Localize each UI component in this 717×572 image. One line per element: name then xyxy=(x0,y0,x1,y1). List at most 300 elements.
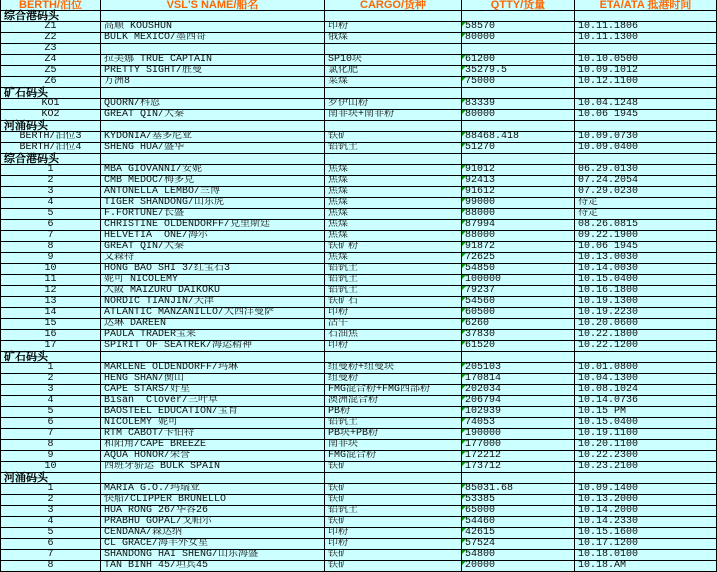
berth-cell[interactable]: 4 xyxy=(0,517,101,528)
vessel-cell[interactable]: 方洲8 xyxy=(101,77,325,88)
qtty-cell[interactable]: 85031.68 xyxy=(462,484,575,495)
empty-cell[interactable] xyxy=(462,473,575,484)
eta-cell[interactable]: 10.15.1600 xyxy=(575,528,717,539)
cargo-cell[interactable]: 铝钒土 xyxy=(325,506,462,517)
berth-cell[interactable]: Z1 xyxy=(0,22,101,33)
table-row xyxy=(0,319,717,330)
qtty-cell[interactable]: 88000 xyxy=(462,209,575,220)
empty-cell[interactable] xyxy=(101,473,325,484)
empty-cell[interactable] xyxy=(325,352,462,363)
qtty-cell[interactable]: 205103 xyxy=(462,363,575,374)
berth-cell[interactable]: 7 xyxy=(0,429,101,440)
vessel-cell[interactable]: 西班牙骄运 BULK SPAIN xyxy=(101,462,325,473)
berth-cell[interactable]: 11 xyxy=(0,275,101,286)
section-row xyxy=(0,11,717,22)
eta-cell[interactable]: 10.10.0500 xyxy=(575,55,717,66)
qtty-cell[interactable]: 54850 xyxy=(462,264,575,275)
qtty-cell[interactable]: 88468.418 xyxy=(462,132,575,143)
vessel-cell[interactable]: 达琳 DAREEN xyxy=(101,319,325,330)
eta-cell[interactable]: 10.15.0400 xyxy=(575,418,717,429)
section-title[interactable]: 综合港码头 xyxy=(0,154,101,165)
empty-cell[interactable] xyxy=(462,352,575,363)
eta-cell[interactable]: 10.18.0100 xyxy=(575,550,717,561)
vessel-cell[interactable]: RTM CABOT/卡伯特 xyxy=(101,429,325,440)
vessel-cell[interactable]: BULK MEXICO/墨西哥 xyxy=(101,33,325,44)
berth-cell[interactable]: 5 xyxy=(0,528,101,539)
qtty-cell[interactable]: 170814 xyxy=(462,374,575,385)
berth-cell[interactable]: BERTH/泊位4 xyxy=(0,143,101,154)
vessel-cell[interactable]: HELVETIA ONE/海尔 xyxy=(101,231,325,242)
berth-cell[interactable]: 6 xyxy=(0,539,101,550)
berth-cell[interactable]: Z6 xyxy=(0,77,101,88)
cargo-cell[interactable]: 焦煤 xyxy=(325,253,462,264)
cargo-cell[interactable]: 铁矿 xyxy=(325,132,462,143)
vessel-cell[interactable]: KYDONIA/基多尼亚 xyxy=(101,132,325,143)
berth-cell[interactable]: 17 xyxy=(0,341,101,352)
eta-cell[interactable]: 10.20.1100 xyxy=(575,440,717,451)
empty-cell[interactable] xyxy=(101,352,325,363)
eta-cell[interactable]: 10.14.0030 xyxy=(575,264,717,275)
vessel-cell[interactable]: CL GRACE/海丰外女星 xyxy=(101,539,325,550)
berth-cell[interactable]: 2 xyxy=(0,176,101,187)
vessel-cell[interactable]: QUORN/科恩 xyxy=(101,99,325,110)
qtty-cell[interactable]: 87994 xyxy=(462,220,575,231)
eta-cell[interactable]: 10.19.1100 xyxy=(575,429,717,440)
vessel-cell[interactable]: 高顺 KOUSHUN xyxy=(101,22,325,33)
section-title[interactable]: 河涌码头 xyxy=(0,121,101,132)
table-row xyxy=(0,99,717,110)
table-row xyxy=(0,341,717,352)
cargo-cell[interactable]: 焦煤 xyxy=(325,220,462,231)
berth-cell[interactable]: 15 xyxy=(0,319,101,330)
qtty-cell[interactable]: 54460 xyxy=(462,517,575,528)
cargo-cell[interactable]: SP10块 xyxy=(325,55,462,66)
eta-cell[interactable]: 10.08.1024 xyxy=(575,385,717,396)
vessel-cell[interactable]: ANTONELLA LEMBO/兰博 xyxy=(101,187,325,198)
qtty-cell[interactable]: 88000 xyxy=(462,231,575,242)
vessel-cell[interactable]: PRABHU GOPAL/戈帕尔 xyxy=(101,517,325,528)
qtty-cell[interactable] xyxy=(462,44,575,55)
berth-cell[interactable]: 5 xyxy=(0,407,101,418)
berth-cell[interactable]: 1 xyxy=(0,363,101,374)
vessel-cell[interactable]: 快船/CLIPPER BRUNELLO xyxy=(101,495,325,506)
berth-cell[interactable]: 5 xyxy=(0,209,101,220)
eta-cell[interactable]: 10.15.0400 xyxy=(575,275,717,286)
vessel-cell[interactable]: PRETTY SIGHT/胜曼 xyxy=(101,66,325,77)
table-row xyxy=(0,429,717,440)
berth-cell[interactable]: 6 xyxy=(0,220,101,231)
eta-cell[interactable]: 06.29.0130 xyxy=(575,165,717,176)
vessel-cell[interactable]: Bisan Clover/三叶草 xyxy=(101,396,325,407)
vessel-cell[interactable]: NICOLEMY 妮可 xyxy=(101,418,325,429)
column-header-cargo[interactable]: CARGO/货种 xyxy=(325,0,462,11)
cargo-cell[interactable]: 铝钒土 xyxy=(325,143,462,154)
empty-cell[interactable] xyxy=(325,88,462,99)
vessel-cell[interactable]: MARLENE OLDENDORFF/玛琳 xyxy=(101,363,325,374)
table-row xyxy=(0,462,717,473)
cargo-cell[interactable]: 南非块+南非粉 xyxy=(325,110,462,121)
qtty-cell[interactable]: 61200 xyxy=(462,55,575,66)
qtty-cell[interactable]: 54560 xyxy=(462,297,575,308)
table-row xyxy=(0,363,717,374)
eta-cell[interactable]: 10.11.1300 xyxy=(575,33,717,44)
cargo-cell[interactable]: 铁矿粉 xyxy=(325,242,462,253)
berth-cell[interactable]: 10 xyxy=(0,462,101,473)
qtty-cell[interactable]: 102939 xyxy=(462,407,575,418)
cargo-cell[interactable]: 菜煤 xyxy=(325,77,462,88)
vessel-cell[interactable]: CAPE STARS/好星 xyxy=(101,385,325,396)
table-row xyxy=(0,33,717,44)
table-row xyxy=(0,209,717,220)
berth-cell[interactable]: 8 xyxy=(0,440,101,451)
berth-cell[interactable]: 7 xyxy=(0,231,101,242)
cargo-cell[interactable] xyxy=(325,44,462,55)
berth-cell[interactable]: 3 xyxy=(0,385,101,396)
cargo-cell[interactable]: 纽曼粉 xyxy=(325,374,462,385)
qtty-cell[interactable]: 58570 xyxy=(462,22,575,33)
vessel-cell[interactable]: F.FORTUNE/长盛 xyxy=(101,209,325,220)
cargo-cell[interactable]: 铁矿 xyxy=(325,495,462,506)
eta-cell[interactable]: 10.06 1945 xyxy=(575,242,717,253)
table-row xyxy=(0,440,717,451)
sheet-body xyxy=(0,11,717,572)
qtty-cell[interactable]: 60500 xyxy=(462,308,575,319)
cargo-cell[interactable]: 铝钒土 xyxy=(325,418,462,429)
cargo-cell[interactable]: 焦煤 xyxy=(325,165,462,176)
eta-cell[interactable]: 10.09.0400 xyxy=(575,143,717,154)
empty-cell[interactable] xyxy=(575,473,717,484)
berth-cell[interactable]: KO1 xyxy=(0,99,101,110)
eta-cell[interactable]: 10.13.2000 xyxy=(575,495,717,506)
table-row xyxy=(0,275,717,286)
cargo-cell[interactable]: 铝钒土 xyxy=(325,286,462,297)
cargo-cell[interactable]: FMG混合粉 xyxy=(325,451,462,462)
vessel-cell[interactable]: MARIA G.O./玛瑞亚 xyxy=(101,484,325,495)
eta-cell[interactable]: 10.22.2300 xyxy=(575,451,717,462)
table-row xyxy=(0,297,717,308)
berth-cell[interactable]: 10 xyxy=(0,264,101,275)
eta-cell[interactable]: 07.24.2054 xyxy=(575,176,717,187)
qtty-cell[interactable]: 75000 xyxy=(462,77,575,88)
column-header-vessel[interactable]: VSL'S NAME/船名 xyxy=(101,0,325,11)
cargo-cell[interactable]: 焦煤 xyxy=(325,209,462,220)
vessel-cell[interactable]: NORDIC TIANJIN/天津 xyxy=(101,297,325,308)
qtty-cell[interactable]: 91012 xyxy=(462,165,575,176)
table-row xyxy=(0,451,717,462)
cargo-cell[interactable]: 石油焦 xyxy=(325,330,462,341)
vessel-cell[interactable]: 妮可 NICOLEMY xyxy=(101,275,325,286)
cargo-cell[interactable]: 印粉 xyxy=(325,539,462,550)
vessel-cell[interactable]: SHENG HUA/盛华 xyxy=(101,143,325,154)
table-row xyxy=(0,176,717,187)
vessel-cell[interactable]: BAOSTEEL EDUCATION/宝育 xyxy=(101,407,325,418)
eta-cell[interactable]: 10.04.1248 xyxy=(575,99,717,110)
eta-cell[interactable]: 08.26.0815 xyxy=(575,220,717,231)
vessel-cell[interactable]: CHRISTINE OLDENDORFF/克里斯廷 xyxy=(101,220,325,231)
qtty-cell[interactable]: 92413 xyxy=(462,176,575,187)
cargo-cell[interactable]: 铝钒土 xyxy=(325,264,462,275)
cargo-cell[interactable]: 焦煤 xyxy=(325,198,462,209)
vessel-cell[interactable]: MBA GIOVANNI/安妮 xyxy=(101,165,325,176)
empty-cell[interactable] xyxy=(101,121,325,132)
empty-cell[interactable] xyxy=(325,154,462,165)
vessel-cell[interactable]: 拉美娜 TRUE CAPTAIN xyxy=(101,55,325,66)
cargo-cell[interactable]: 印粉 xyxy=(325,22,462,33)
berth-cell[interactable]: 3 xyxy=(0,506,101,517)
qtty-cell[interactable]: 173712 xyxy=(462,462,575,473)
section-title[interactable]: 河涌码头 xyxy=(0,473,101,484)
qtty-cell[interactable]: 35279.5 xyxy=(462,66,575,77)
berth-cell[interactable]: Z4 xyxy=(0,55,101,66)
qtty-cell[interactable]: 100000 xyxy=(462,275,575,286)
cargo-cell[interactable]: 焦煤 xyxy=(325,187,462,198)
eta-cell[interactable]: 10.20.0600 xyxy=(575,319,717,330)
cargo-cell[interactable]: 澳洲混合粉 xyxy=(325,396,462,407)
qtty-cell[interactable]: 202034 xyxy=(462,385,575,396)
qtty-cell[interactable]: 20000 xyxy=(462,561,575,572)
vessel-cell[interactable]: CMB MEDOC/梅多克 xyxy=(101,176,325,187)
table-row xyxy=(0,561,717,572)
empty-cell[interactable] xyxy=(575,352,717,363)
cargo-cell[interactable]: 铁矿 xyxy=(325,484,462,495)
qtty-cell[interactable]: 80000 xyxy=(462,110,575,121)
table-row xyxy=(0,286,717,297)
qtty-cell[interactable]: 206794 xyxy=(462,396,575,407)
berth-cell[interactable]: 3 xyxy=(0,187,101,198)
berth-cell[interactable]: 12 xyxy=(0,286,101,297)
qtty-cell[interactable]: 91872 xyxy=(462,242,575,253)
column-header-berth[interactable]: BERTH/泊位 xyxy=(0,0,101,11)
column-header-eta[interactable]: ETA/ATA 抵港时间 xyxy=(575,0,717,11)
cargo-cell[interactable]: 铁矿 xyxy=(325,550,462,561)
section-row xyxy=(0,473,717,484)
section-row xyxy=(0,121,717,132)
cargo-cell[interactable]: 焦煤 xyxy=(325,176,462,187)
vessel-cell[interactable]: SHANDONG HAI SHENG/山东海盛 xyxy=(101,550,325,561)
qtty-cell[interactable]: 72625 xyxy=(462,253,575,264)
qtty-cell[interactable]: 37830 xyxy=(462,330,575,341)
cargo-cell[interactable]: 铝钒土 xyxy=(325,275,462,286)
table-row xyxy=(0,22,717,33)
cargo-cell[interactable]: 焦煤 xyxy=(325,231,462,242)
section-title[interactable]: 矿石码头 xyxy=(0,352,101,363)
table-row xyxy=(0,517,717,528)
berth-cell[interactable]: 7 xyxy=(0,550,101,561)
empty-cell[interactable] xyxy=(462,154,575,165)
cargo-cell[interactable]: 活牛 xyxy=(325,319,462,330)
eta-cell[interactable]: 10.12.1100 xyxy=(575,77,717,88)
empty-cell[interactable] xyxy=(325,473,462,484)
qtty-cell[interactable]: 190000 xyxy=(462,429,575,440)
table-row xyxy=(0,385,717,396)
vessel-cell[interactable]: ATLANTIC MANZANILLO/大西洋曼萨 xyxy=(101,308,325,319)
table-row xyxy=(0,143,717,154)
berth-cell[interactable]: 16 xyxy=(0,330,101,341)
empty-cell[interactable] xyxy=(101,11,325,22)
eta-cell[interactable]: 10.15 PM xyxy=(575,407,717,418)
eta-cell[interactable]: 10.14.2000 xyxy=(575,506,717,517)
qtty-cell[interactable]: 172212 xyxy=(462,451,575,462)
berth-cell[interactable]: 1 xyxy=(0,165,101,176)
qtty-cell[interactable]: 57524 xyxy=(462,539,575,550)
eta-cell[interactable]: 10.01.0800 xyxy=(575,363,717,374)
vessel-cell[interactable]: HONG BAO SHI 3/红宝石3 xyxy=(101,264,325,275)
cargo-cell[interactable]: 印粉 xyxy=(325,528,462,539)
berth-cell[interactable]: 9 xyxy=(0,253,101,264)
eta-cell[interactable]: 10.13.0030 xyxy=(575,253,717,264)
vessel-cell[interactable]: TIGER SHANDONG/山东虎 xyxy=(101,198,325,209)
section-title[interactable]: 综合港码头 xyxy=(0,11,101,22)
cargo-cell[interactable]: 纽曼粉+纽曼块 xyxy=(325,363,462,374)
vessel-cell[interactable]: 大阪 MAIZURU DAIKOKU xyxy=(101,286,325,297)
berth-cell[interactable]: BERTH/泊位3 xyxy=(0,132,101,143)
berth-cell[interactable]: 4 xyxy=(0,396,101,407)
qtty-cell[interactable]: 53385 xyxy=(462,495,575,506)
eta-cell[interactable]: 待定 xyxy=(575,198,717,209)
berth-cell[interactable]: 2 xyxy=(0,495,101,506)
section-title[interactable]: 矿石码头 xyxy=(0,88,101,99)
eta-cell[interactable]: 待定 xyxy=(575,209,717,220)
berth-cell[interactable]: Z3 xyxy=(0,44,101,55)
empty-cell[interactable] xyxy=(575,154,717,165)
table-row xyxy=(0,132,717,143)
eta-cell[interactable]: 09.22.1900 xyxy=(575,231,717,242)
berth-cell[interactable]: 6 xyxy=(0,418,101,429)
cargo-cell[interactable]: 铁矿 xyxy=(325,561,462,572)
berth-cell[interactable]: Z2 xyxy=(0,33,101,44)
berth-cell[interactable]: 8 xyxy=(0,242,101,253)
table-row xyxy=(0,198,717,209)
qtty-cell[interactable]: 79237 xyxy=(462,286,575,297)
eta-cell[interactable]: 10.14.2330 xyxy=(575,517,717,528)
empty-cell[interactable] xyxy=(462,88,575,99)
column-header-qtty[interactable]: QTTY/货量 xyxy=(462,0,575,11)
qtty-cell[interactable]: 80000 xyxy=(462,33,575,44)
cargo-cell[interactable]: PB块+PB粉 xyxy=(325,429,462,440)
berth-cell[interactable]: KO2 xyxy=(0,110,101,121)
table-row xyxy=(0,264,717,275)
vessel-cell[interactable]: GREAT QIN/大秦 xyxy=(101,110,325,121)
cargo-cell[interactable]: 氯化肥 xyxy=(325,66,462,77)
eta-cell[interactable]: 10.14.0736 xyxy=(575,396,717,407)
vessel-cell[interactable]: TAN BINH 45/坦宾45 xyxy=(101,561,325,572)
eta-cell[interactable]: 10.17.1200 xyxy=(575,539,717,550)
cargo-cell[interactable]: 铁矿石 xyxy=(325,297,462,308)
table-row xyxy=(0,539,717,550)
cargo-cell[interactable]: FMG混合粉+FMG西部粉 xyxy=(325,385,462,396)
eta-cell[interactable]: 10.16.1800 xyxy=(575,286,717,297)
qtty-cell[interactable]: 65000 xyxy=(462,506,575,517)
empty-cell[interactable] xyxy=(575,88,717,99)
cargo-cell[interactable]: 罗伊山粉 xyxy=(325,99,462,110)
eta-cell[interactable]: 10.11.1806 xyxy=(575,22,717,33)
table-row xyxy=(0,110,717,121)
berth-cell[interactable]: 1 xyxy=(0,484,101,495)
table-row xyxy=(0,220,717,231)
qtty-cell[interactable]: 99000 xyxy=(462,198,575,209)
cargo-cell[interactable]: 印粉 xyxy=(325,308,462,319)
eta-cell[interactable]: 10.09.1012 xyxy=(575,66,717,77)
section-row xyxy=(0,352,717,363)
qtty-cell[interactable]: 91612 xyxy=(462,187,575,198)
vessel-cell[interactable]: HENG SHAN/衡山 xyxy=(101,374,325,385)
berth-cell[interactable]: 2 xyxy=(0,374,101,385)
vessel-cell[interactable]: PAULA TRADER宝莱 xyxy=(101,330,325,341)
eta-cell[interactable]: 07.29.0230 xyxy=(575,187,717,198)
vessel-cell[interactable]: HUA RONG 26/华容26 xyxy=(101,506,325,517)
cargo-cell[interactable]: 铁矿 xyxy=(325,462,462,473)
qtty-cell[interactable]: 42615 xyxy=(462,528,575,539)
eta-cell[interactable]: 10.04.1300 xyxy=(575,374,717,385)
berth-cell[interactable]: 4 xyxy=(0,198,101,209)
eta-cell[interactable]: 10.19.1300 xyxy=(575,297,717,308)
eta-cell[interactable]: 10.09.1400 xyxy=(575,484,717,495)
cargo-cell[interactable]: 俄煤 xyxy=(325,33,462,44)
vessel-cell[interactable]: 和阳角/CAPE BREEZE xyxy=(101,440,325,451)
empty-cell[interactable] xyxy=(325,121,462,132)
empty-cell[interactable] xyxy=(462,121,575,132)
empty-cell[interactable] xyxy=(462,11,575,22)
vessel-cell[interactable] xyxy=(101,44,325,55)
eta-cell[interactable]: 10.22.1200 xyxy=(575,341,717,352)
section-row xyxy=(0,154,717,165)
vessel-cell[interactable]: 文森特 xyxy=(101,253,325,264)
qtty-cell[interactable]: 74053 xyxy=(462,418,575,429)
eta-cell[interactable]: 10.23.2100 xyxy=(575,462,717,473)
empty-cell[interactable] xyxy=(575,11,717,22)
vessel-cell[interactable]: AQUA HONOR/荣誉 xyxy=(101,451,325,462)
qtty-cell[interactable]: 54800 xyxy=(462,550,575,561)
table-row xyxy=(0,242,717,253)
berth-cell[interactable]: 13 xyxy=(0,297,101,308)
empty-cell[interactable] xyxy=(575,121,717,132)
eta-cell[interactable]: 10.18.AM xyxy=(575,561,717,572)
eta-cell[interactable]: 10.19.2230 xyxy=(575,308,717,319)
eta-cell[interactable]: 10.09.0730 xyxy=(575,132,717,143)
empty-cell[interactable] xyxy=(101,154,325,165)
vessel-cell[interactable]: CENDANA/森达纳 xyxy=(101,528,325,539)
qtty-cell[interactable]: 83339 xyxy=(462,99,575,110)
table-row xyxy=(0,187,717,198)
vessel-cell[interactable]: SPIRIT OF SEATREK/海运精神 xyxy=(101,341,325,352)
table-row xyxy=(0,396,717,407)
berth-cell[interactable]: 8 xyxy=(0,561,101,572)
berth-cell[interactable]: Z5 xyxy=(0,66,101,77)
vessel-cell[interactable]: GREAT QIN/大秦 xyxy=(101,242,325,253)
cargo-cell[interactable]: 铁矿 xyxy=(325,517,462,528)
eta-cell[interactable]: 10.06 1945 xyxy=(575,110,717,121)
eta-cell[interactable]: 10.22.1800 xyxy=(575,330,717,341)
berth-cell[interactable]: 14 xyxy=(0,308,101,319)
qtty-cell[interactable]: 177000 xyxy=(462,440,575,451)
empty-cell[interactable] xyxy=(101,88,325,99)
eta-cell[interactable] xyxy=(575,44,717,55)
table-row xyxy=(0,66,717,77)
cargo-cell[interactable]: 南非块 xyxy=(325,440,462,451)
table-row xyxy=(0,506,717,517)
qtty-cell[interactable]: 61520 xyxy=(462,341,575,352)
cargo-cell[interactable]: PB粉 xyxy=(325,407,462,418)
table-row xyxy=(0,55,717,66)
table-row xyxy=(0,330,717,341)
qtty-cell[interactable]: 6260 xyxy=(462,319,575,330)
berth-cell[interactable]: 9 xyxy=(0,451,101,462)
table-row xyxy=(0,231,717,242)
cargo-cell[interactable]: 印粉 xyxy=(325,341,462,352)
table-row xyxy=(0,484,717,495)
empty-cell[interactable] xyxy=(325,11,462,22)
qtty-cell[interactable]: 51270 xyxy=(462,143,575,154)
